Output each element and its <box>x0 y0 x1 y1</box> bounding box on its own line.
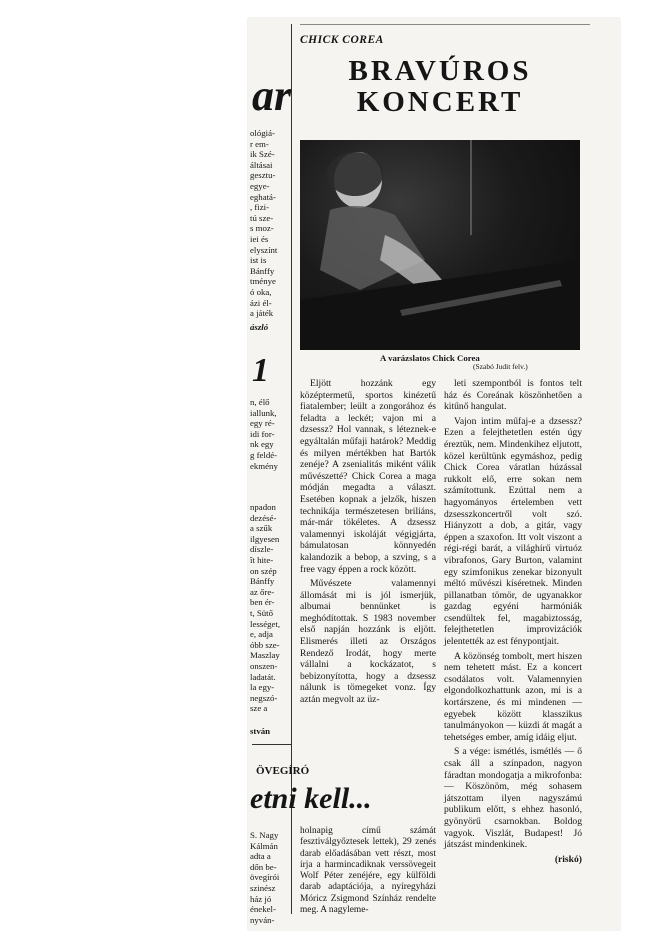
fragment-line: n, élő <box>250 397 270 407</box>
fragment-line: egye- <box>250 180 270 191</box>
fragment-line: a szűk <box>250 523 273 534</box>
fragment-line: Bánffy <box>250 265 275 276</box>
fragment-line: negszó- <box>250 692 278 703</box>
fragment-line: sze a <box>250 703 268 714</box>
concert-photo <box>300 140 580 350</box>
fragment-line: énekel- <box>250 904 276 915</box>
fragment-line: egy ré- <box>250 418 275 429</box>
headline-line-1: BRAVÚROS <box>348 55 532 87</box>
left-article-text-a <box>250 128 277 319</box>
bottom-article-text-right: holnapig című számát fesztiválgyőztesek lettek), 29 zenés darab előadásában vett részt, most írja a harmincadiknak verssövegeit Wolf Péter zenéjére, egy külföldi darab adaptációja, a nyíregyházi Móricz Zsigmond Színház rendelte meg. A nagyleme- <box>300 826 436 916</box>
article-paragraph: A közönség tombolt, mert hiszen nem tehetett mást. Ez a koncert csodálatos volt. Valamennyien elgondolkozhattunk azon, mi is a kortárszene, és mi mindenen — egyebek között klasszikus tanulmányokon — küzdi át magát a tehetséges ember, amíg idáig eljut. <box>444 650 582 743</box>
article-paragraph: Művészete valamennyi állomását mi is jól ismerjük, albumai bennünket is meghódítottak. S 1983 november első napján hozzánk is eljött. Elismerés illeti az Országos Rendező Irodát, hogy merte vállalni a kockázatot, s bebizonyította, hogy a dzsessz nálunk is tömegeket vonz. Így aztán megvolt az üz- <box>300 578 436 706</box>
fragment-line: npadon <box>250 502 276 512</box>
left-article-text-b <box>250 397 278 471</box>
fragment-line: on szép <box>250 565 277 576</box>
fragment-line: ilgyesen <box>250 533 280 544</box>
fragment-line: ladatát. <box>250 671 276 682</box>
article-paragraph: Eljött hozzánk egy középtermetű, sportos kinézetű fiatalember; leült a zongorához és feladta a leckét; vajon mi a dzsessz? Hol vannak, s léteznek-e egyáltalán műfaji határok? Meddig és milyen mértékben hat Bartók zenéje? A zsenialitás miként válik művészetté? Chick Corea a maga módján megadta a választ. Esetében kopnak a jelzők, hiszen technikája természetesen briliáns, már-már tökéletes. A dzsessz valamennyi iskoláját végigjárta, bámulatosan könnyedén kalandozik a bebop, a szving, s a free vagy éppen a rock között. <box>300 378 436 575</box>
top-rule <box>300 24 590 25</box>
fragment-line: ázi él- <box>250 297 272 308</box>
fragment-line: ît hite- <box>250 554 274 565</box>
column-rule <box>291 24 292 914</box>
fragment-line: ist is <box>250 255 267 266</box>
fragment-line: S. Nagy <box>250 830 279 840</box>
headline-line-2: KONCERT <box>356 86 524 118</box>
fragment-line: nyván- <box>250 914 275 925</box>
fragment-line: la egy- <box>250 682 275 693</box>
fragment-line: a játék <box>250 308 274 319</box>
fragment-line: tú sze- <box>250 212 274 223</box>
fragment-line: szinész <box>250 882 276 893</box>
article-paragraph: S a vége: ismétlés, ismétlés — ő csak áll a színpadon, nagyon fáradtan mondogatja a mikrofonba: — Köszönöm, még sohasem játszottam ilyen nagyszámú publikum előtt, s ehhez hasonló, gyönyörű csarnokban. Boldog vagyok. Viszlát, Budapest! Jó játszást mindenkinek. <box>444 746 582 851</box>
fragment-line: r em- <box>250 138 269 149</box>
fragment-line: az őre- <box>250 586 275 597</box>
article-signature: (riskó) <box>554 853 582 865</box>
left-article-author-b: stván <box>250 726 271 736</box>
fragment-line: eghatá- <box>250 191 276 202</box>
fragment-line: díszle- <box>250 544 274 555</box>
bottom-article-text-left <box>250 830 279 925</box>
pianist-silhouette-icon <box>300 140 580 350</box>
left-article-author-a: ászló <box>250 322 269 332</box>
fragment-line: övegírói <box>250 872 280 883</box>
fragment-line: dőn be- <box>250 861 277 872</box>
fragment-line: ben ér- <box>250 597 275 608</box>
left-article-heading-fragment-2: 1 <box>252 352 269 389</box>
fragment-line: ik Szé- <box>250 149 275 160</box>
fragment-line: gesztu- <box>250 170 276 181</box>
left-article-heading-fragment: ar <box>252 71 292 120</box>
fragment-line: , fizi- <box>250 202 270 213</box>
section-rule <box>252 744 292 745</box>
photo-credit: (Szabó Judit felv.) <box>473 362 528 371</box>
left-article-text-c <box>250 502 280 714</box>
article-headline <box>300 56 580 118</box>
fragment-line: ekmény <box>250 460 278 471</box>
fragment-line: adta a <box>250 851 271 862</box>
fragment-line: Kálmán <box>250 840 278 851</box>
fragment-line: idi for- <box>250 428 275 439</box>
fragment-line: dezésé- <box>250 512 277 523</box>
fragment-line: áltásai <box>250 159 273 170</box>
article-column-1 <box>300 378 436 709</box>
fragment-line: onszen- <box>250 660 278 671</box>
article-paragraph: Vajon intim műfaj-e a dzsessz? Ezen a felejthetetlen estén úgy éreztük, nem. Mindenkihez eljutott, közel kerültünk egymáshoz, pedig Chick Corea váratlan húzással rukkolt elő, erre sokan nem számítottunk. Ezúttal nem a hagyományos értelemben vett dzsesszkoncertről volt szó. Hiányzott a dob, a gitár, vagy éppen a szaxofon. Itt volt viszont a régi-régi barát, a világhírű virtuóz vibrafonos, Gary Burton, valamint egy szimfonikus zenekar bizonyult méltó művészi kíséretnek. Minden pillanatban tömör, de ugyanakkor gazdag egyéni harmóniák csendültek fel, magabiztosság, felejthetetlen improvizációk jelentették az est fénypontjait. <box>444 415 582 648</box>
fragment-line: óbb sze- <box>250 639 280 650</box>
fragment-line: iei és <box>250 233 269 244</box>
fragment-line: ház jó <box>250 893 272 904</box>
bottom-article-heading: etni kell... <box>250 782 372 815</box>
bottom-article-kicker: ÖVEGÍRÓ <box>256 765 310 777</box>
fragment-line: iallunk, <box>250 407 277 418</box>
article-column-2 <box>444 378 582 865</box>
fragment-line: Maszlay <box>250 650 280 661</box>
article-kicker: CHICK COREA <box>300 34 384 46</box>
fragment-line: g feldé- <box>250 449 278 460</box>
article-paragraph: leti szempontból is fontos telt ház és Coreának köszönhetően a kitűnő hangulat. <box>444 378 582 413</box>
fragment-line: ó oka, <box>250 286 272 297</box>
fragment-line: t, Sütő <box>250 607 273 618</box>
photo-caption: A varázslatos Chick Corea <box>380 353 480 363</box>
fragment-line: tménye <box>250 276 276 287</box>
fragment-line: Bánffy <box>250 576 275 587</box>
fragment-line: e, adja <box>250 629 273 640</box>
fragment-line: ológiá- <box>250 128 275 138</box>
fragment-line: elyszínt <box>250 244 278 255</box>
fragment-line: nk egy <box>250 439 274 450</box>
fragment-line: s moz- <box>250 223 274 234</box>
fragment-line: lességet, <box>250 618 281 629</box>
